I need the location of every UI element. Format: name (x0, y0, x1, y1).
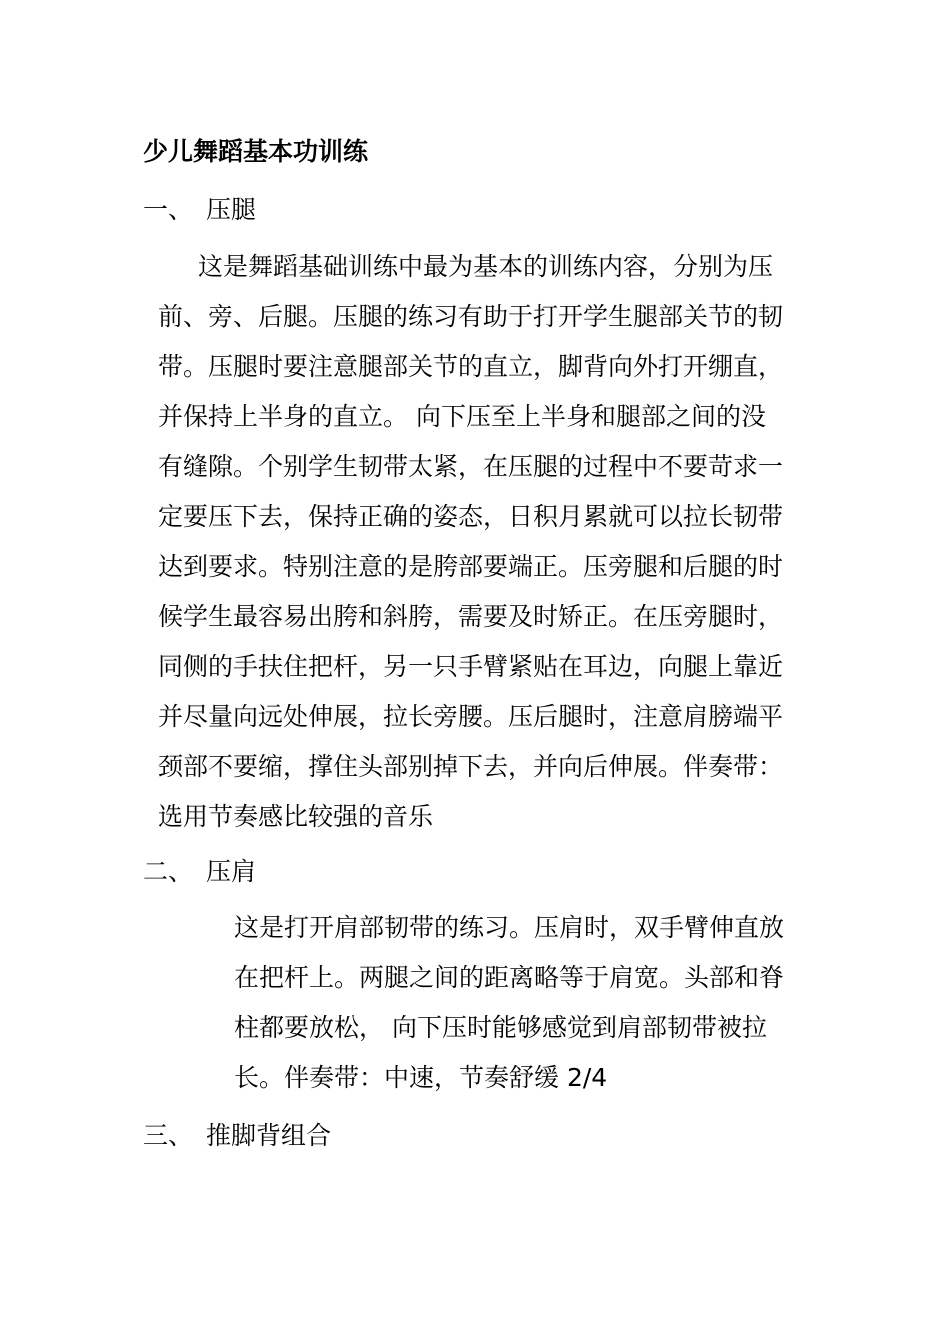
paragraph-line: 柱都要放松， 向下压时能够感觉到肩部韧带被拉 (234, 1013, 767, 1042)
paragraph-line: 定要压下去，保持正确的姿态，日积月累就可以拉长韧带 (158, 502, 784, 531)
paragraph-line: 并尽量向远处伸展，拉长旁腰。压后腿时，注意肩膀端平 (158, 702, 784, 731)
section-title: 推脚背组合 (206, 1121, 332, 1150)
paragraph-line: 候学生最容易出胯和斜胯，需要及时矫正。在压旁腿时， (158, 602, 784, 631)
section-title: 压腿 (206, 195, 257, 224)
paragraph-line: 前、旁、后腿。压腿的练习有助于打开学生腿部关节的韧 (158, 302, 784, 331)
section-heading-2 (143, 852, 256, 892)
section-heading-3 (143, 1116, 331, 1156)
section-number: 三、 (143, 1121, 194, 1150)
document-title: 少儿舞蹈基本功训练 (143, 137, 369, 166)
paragraph-line: 带。压腿时要注意腿部关节的直立，脚背向外打开绷直， (158, 352, 784, 381)
section-2-paragraph (234, 903, 809, 1103)
section-number: 一、 (143, 195, 194, 224)
paragraph-line: 在把杆上。两腿之间的距离略等于肩宽。头部和脊 (234, 963, 785, 992)
section-number: 二、 (143, 857, 194, 886)
paragraph-line: 选用节奏感比较强的音乐 (158, 802, 434, 831)
section-title: 压肩 (206, 857, 257, 886)
paragraph-line: 颈部不要缩，撑住头部别掉下去，并向后伸展。伴奏带： (158, 752, 784, 781)
paragraph-line: 并保持上半身的直立。 向下压至上半身和腿部之间的没 (158, 402, 766, 431)
paragraph-line: 这是打开肩部韧带的练习。压肩时，双手臂伸直放 (234, 913, 785, 942)
section-heading-1 (143, 190, 256, 230)
paragraph-line: 达到要求。特别注意的是胯部要端正。压旁腿和后腿的时 (158, 552, 784, 581)
paragraph-line: 有缝隙。个别学生韧带太紧，在压腿的过程中不要苛求一 (158, 452, 784, 481)
paragraph-line: 同侧的手扶住把杆，另一只手臂紧贴在耳边，向腿上靠近 (158, 652, 784, 681)
paragraph-line: 长。伴奏带：中速，节奏舒缓 2/4 (234, 1063, 608, 1092)
paragraph-line: 这是舞蹈基础训练中最为基本的训练内容，分别为压 (198, 252, 774, 281)
section-1-paragraph (158, 242, 808, 842)
